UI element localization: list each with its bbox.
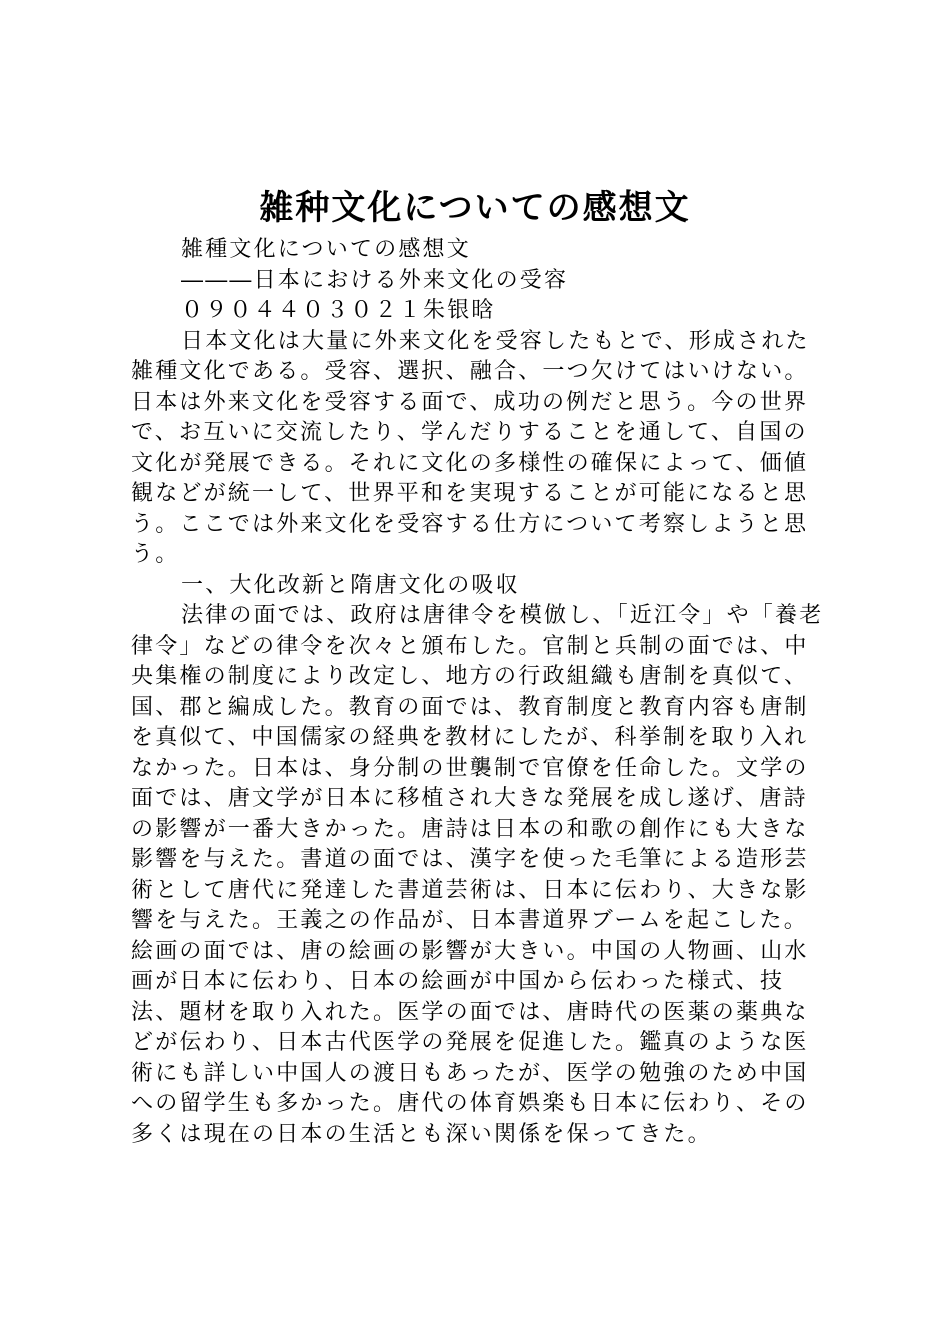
- paragraph-body: 法律の面では、政府は唐律令を模倣し、「近江令」や「養老律令」などの律令を次々と頒布した。官制と兵制の面では、中央集権の制度により改定し、地方の行政組織も唐制を真似て、国、郡と編成した。教育の面では、教育制度と教育内容も唐制を真似て、中国儒家の経典を教材にしたが、科挙制を取り入れなかった。日本は、身分制の世襲制で官僚を任命した。文学の面では、唐文学が日本に移植され大きな発展を成し遂げ、唐詩の影響が一番大きかった。唐詩は日本の和歌の創作にも大きな影響を与えた。書道の面では、漢字を使った毛筆による造形芸術として唐代に発達した書道芸術は、日本に伝わり、大きな影響を与えた。王義之の作品が、日本書道界ブームを起こした。絵画の面では、唐の絵画の影響が大きい。中国の人物画、山水画が日本に伝わり、日本の絵画が中国から伝わった様式、技法、題材を取り入れた。医学の面では、唐時代の医薬の薬典などが伝わり、日本古代医学の発展を促進した。鑑真のような医術にも詳しい中国人の渡日もあったが、医学の勉強のため中国への留学生も多かった。唐代の体育娯楽も日本に伝わり、その多くは現在の日本の生活とも深い関係を保ってきた。: [131, 603, 824, 1147]
- document-body: [131, 235, 831, 1150]
- author-line: ０９０４４０３０２１朱银晗: [181, 298, 496, 323]
- subtitle-line: 雑種文化についての感想文: [181, 237, 471, 262]
- subtitle-dash-line: ―――日本における外来文化の受容: [181, 267, 569, 293]
- document-title: 雑种文化についての感想文: [259, 188, 691, 228]
- section-heading: 一、大化改新と隋唐文化の吸収: [181, 572, 520, 598]
- paragraph-intro: 日本文化は大量に外来文化を受容したもとで、形成された雑種文化である。受容、選択、融合、一つ欠けてはいけない。日本は外来文化を受容する面で、成功の例だと思う。今の世界で、お互いに交流したり、学んだりすることを通して、自国の文化が発展できる。それに文化の多様性の確保によって、価値観などが統一して、世界平和を実現することが可能になると思う。ここでは外来文化を受容する仕方について考察しようと思う。: [131, 328, 810, 567]
